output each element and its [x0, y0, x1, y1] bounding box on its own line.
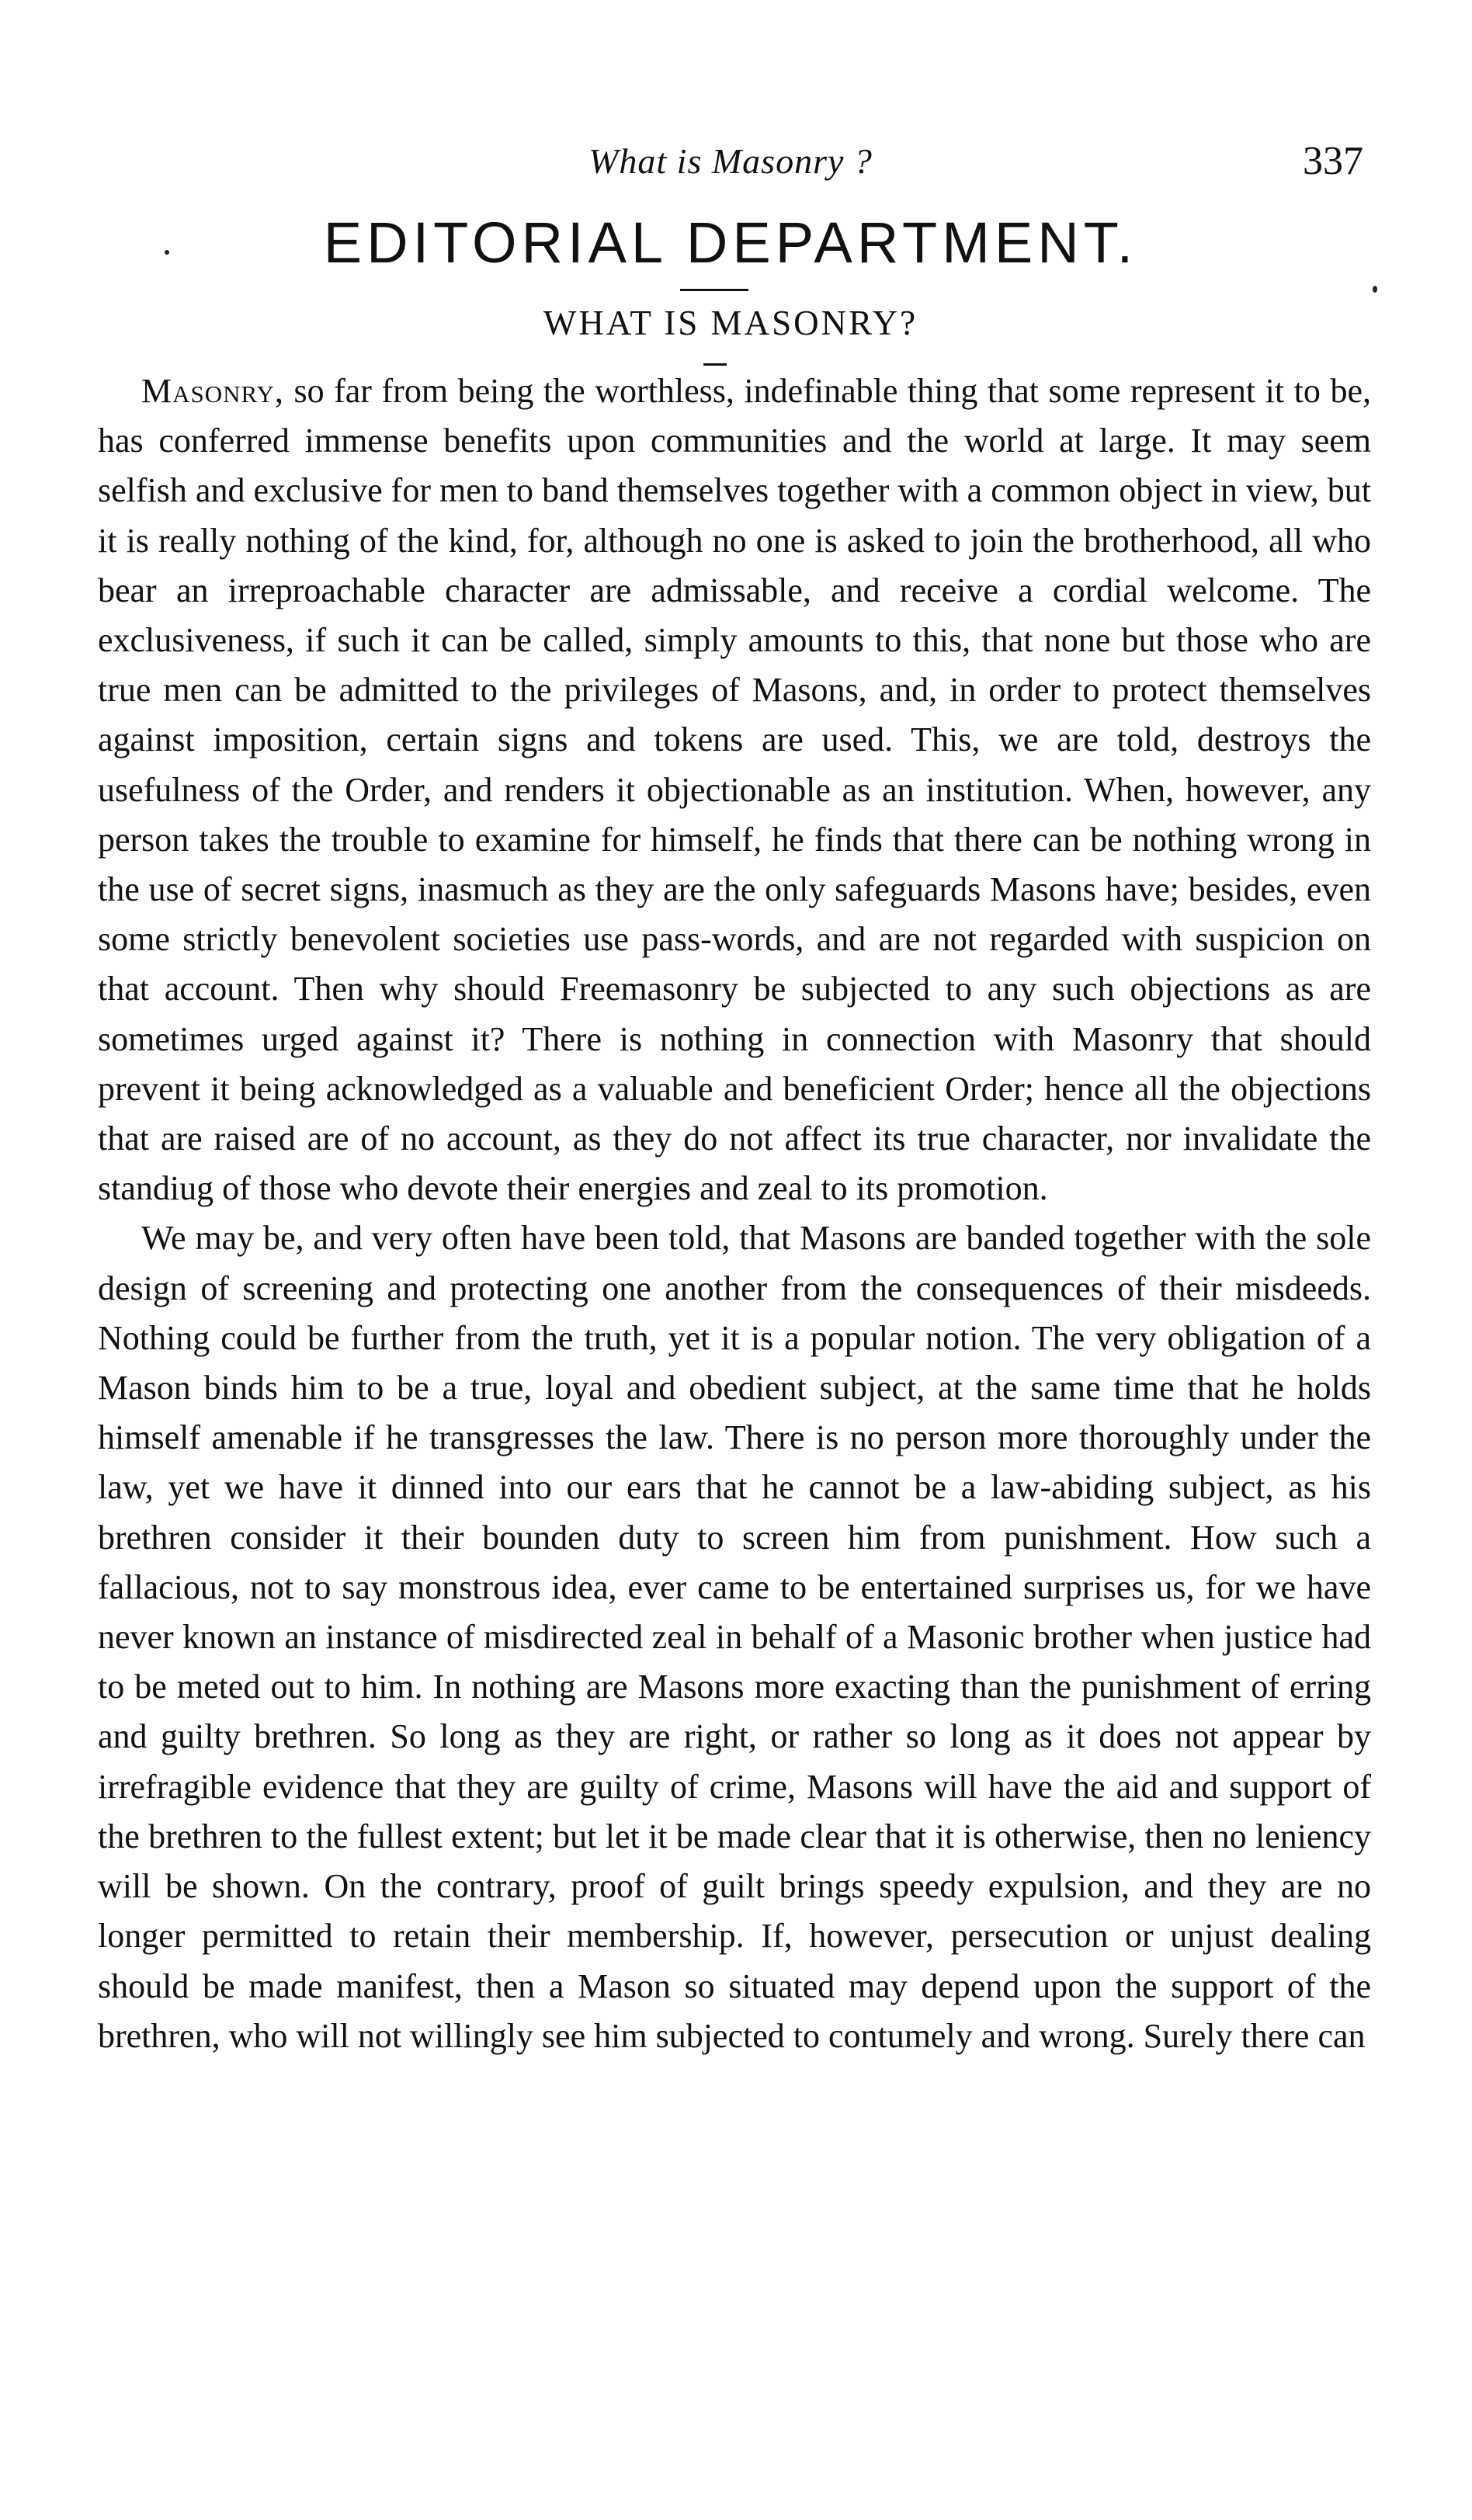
article-body: [98, 366, 1371, 2061]
paragraph-text: We may be, and very often have been told, that Masons are banded together with the sole design of screening and protecting one another from the consequences of their misdeeds. Nothing could be further from the truth, yet it is a popular notion. The very obligation of a Mason binds him to be a true, loyal and obedient subject, at the same time that he holds himself amenable if he transgresses the law. There is no person more thoroughly under the law, yet we have it dinned into our ears that he cannot be a law-abiding subject, as his brethren consider it their bounden duty to screen him from punishment. How such a fallacious, not to say monstrous idea, ever came to be entertained surprises us, for we have never known an instance of misdirected zeal in behalf of a Masonic brother when justice had to be meted out to him. In nothing are Masons more exacting than the punishment of erring and guilty brethren. So long as they are right, or rather so long as it does not appear by irrefragible evidence that they are guilty of crime, Masons will have the aid and support of the brethren to the fullest extent; but let it be made clear that it is otherwise, then no leniency will be shown. On the contrary, proof of guilt brings speedy expulsion, and they are no longer permitted to retain their membership. If, however, persecution or unjust dealing should be made manifest, then a Mason so situated may depend upon the support of the brethren, who will not willingly see him subjected to contumely and wrong. Surely there can: [98, 1219, 1371, 2055]
paragraph-2: [98, 1213, 1371, 2060]
heading-rule: [680, 289, 748, 291]
page-number: 337: [1303, 139, 1363, 183]
paragraph-lead: Masonry,: [141, 372, 284, 410]
running-title: What is Masonry ?: [588, 141, 873, 181]
article-title: WHAT IS MASONRY?: [543, 304, 918, 342]
paragraph-1: [98, 366, 1371, 1213]
department-heading: EDITORIAL DEPARTMENT.: [323, 210, 1138, 275]
running-head: [98, 138, 1363, 193]
ink-speck: [1373, 286, 1377, 293]
ink-speck: [165, 250, 169, 255]
paragraph-text: so far from being the worthless, indefinable thing that some represent it to be, has conferred immense benefits upon communities and the world at large. It may seem selfish and exclusive for men to band themselves together with a common object in view, but it is really nothing of the kind, for, although no one is asked to join the brotherhood, all who bear an irreproachable character are admissable, and receive a cordial welcome. The exclusiveness, if such it can be called, simply amounts to this, that none but those who are true men can be admitted to the privileges of Masons, and, in order to protect themselves against imposition, certain signs and tokens are used. This, we are told, destroys the usefulness of the Order, and renders it objectionable as an institution. When, however, any person takes the trouble to examine for himself, he finds that there can be nothing wrong in the use of secret signs, inasmuch as they are the only safeguards Masons have; besides, even some strictly benevolent societies use pass-words, and are not regarded with suspicion on that account. Then why should Freemasonry be subjected to any such objections as are sometimes urged against it? There is nothing in connection with Masonry that should prevent it being acknowledged as a valuable and beneficient Order; hence all the objections that are raised are of no account, as they do not affect its true character, nor invalidate the standiug of those who devote their energies and zeal to its promotion.: [98, 372, 1371, 1208]
title-rule: [703, 363, 727, 366]
